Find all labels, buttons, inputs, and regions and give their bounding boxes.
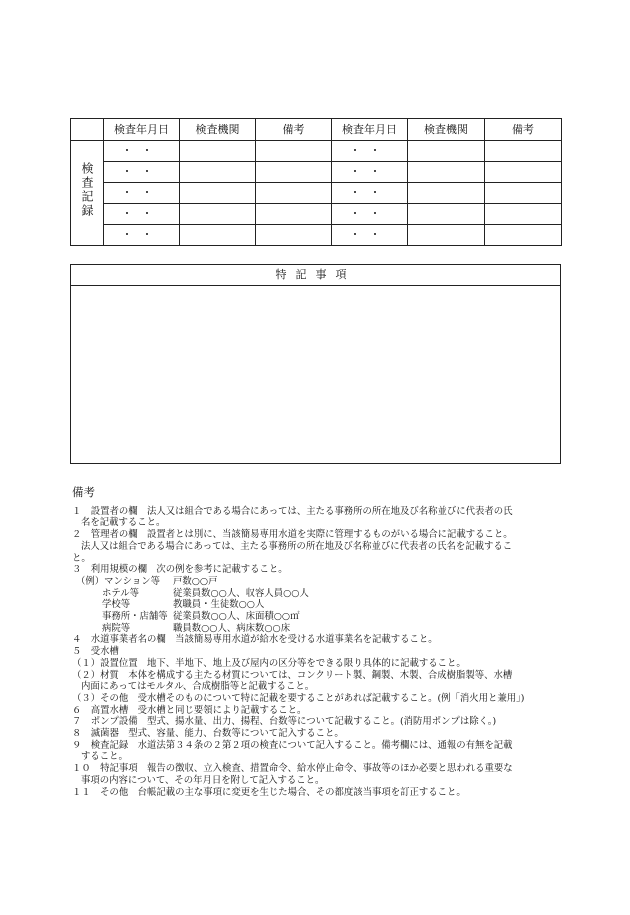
- date-cell[interactable]: ・・: [332, 162, 408, 183]
- example-row: [72, 576, 560, 588]
- remark-line: １０ 特記事項 報告の徴収、立入検査、措置命令、給水停止命令、事故等のほか必要と思われる重要な: [72, 763, 513, 775]
- date-cell[interactable]: ・・: [332, 204, 408, 225]
- remarks-cell[interactable]: [256, 225, 332, 246]
- agency-cell[interactable]: [180, 225, 256, 246]
- date-cell[interactable]: ・・: [104, 183, 180, 204]
- example-row: [72, 623, 560, 635]
- remark-line: （２）材質 本体を構成する主たる材質については、コンクリート製、鋼製、木製、合成樹脂製等、水槽: [72, 669, 513, 681]
- remark-line: 名を記載すること。: [81, 517, 166, 529]
- date-cell[interactable]: ・・: [104, 141, 180, 162]
- remark-line: １１ その他 台帳記載の主な事項に変更を生じた場合、その都度該当事項を訂正すること。: [72, 786, 466, 798]
- remark-line: ２ 管理者の欄 設置者とは別に、当該簡易専用水道を実際に管理するものがいる場合に記載すること。: [72, 529, 513, 541]
- example-row: [72, 611, 560, 623]
- date-cell[interactable]: ・・: [332, 225, 408, 246]
- remarks-cell[interactable]: [256, 183, 332, 204]
- special-notes-box: [70, 264, 561, 464]
- example-label: （例）マンション等: [76, 575, 160, 587]
- table-row: [71, 141, 562, 162]
- remark-line: ７ ポンプ設備 型式、揚水量、出力、揚程、台数等について記載すること。(消防用ポンプは除く。): [72, 716, 497, 728]
- remark-line: （１）設置位置 地下、半地下、地上及び屋内の区分等をできる限り具体的に記載すること。: [72, 657, 466, 669]
- table-row: [71, 162, 562, 183]
- remarks-cell[interactable]: [485, 141, 562, 162]
- remark-line: １ 設置者の欄 法人又は組合である場合にあっては、主たる事務所の所在地及び名称並びに代表者の氏: [72, 505, 513, 517]
- remarks-cell[interactable]: [256, 162, 332, 183]
- remarks-section: [72, 487, 560, 798]
- remarks-cell[interactable]: [485, 225, 562, 246]
- remark-line: ９ 検査記録 水道法第３４条の２第２項の検査について記入すること。備考欄には、通報の有無を記載: [72, 739, 513, 751]
- inspection-record-table: [70, 118, 562, 246]
- header-inspection-agency: 検査機関: [180, 119, 256, 141]
- agency-cell[interactable]: [180, 162, 256, 183]
- date-cell[interactable]: ・・: [104, 225, 180, 246]
- header-remarks-2: 備考: [485, 119, 562, 141]
- example-value: 教職員・生徒数○○人: [173, 599, 265, 611]
- remark-line: ５ 受水槽: [72, 646, 119, 658]
- date-cell[interactable]: ・・: [332, 183, 408, 204]
- example-value: 従業員数○○人、床面積○○㎡: [173, 611, 300, 623]
- agency-cell[interactable]: [408, 162, 485, 183]
- remarks-cell[interactable]: [485, 162, 562, 183]
- agency-cell[interactable]: [180, 141, 256, 162]
- example-label: 病院等: [102, 622, 131, 634]
- date-cell[interactable]: ・・: [104, 204, 180, 225]
- header-inspection-date: 検査年月日: [104, 119, 180, 141]
- remarks-title: 備考: [72, 485, 95, 499]
- example-value: 戸数○○戸: [173, 575, 218, 587]
- remarks-cell[interactable]: [256, 141, 332, 162]
- remark-line: 法人又は組合である場合にあっては、主たる事務所の所在地及び名称並びに代表者の氏名を記載するこ: [81, 540, 513, 552]
- example-row: [72, 599, 560, 611]
- remark-line: 内面にあってはモルタル、合成樹脂等と記載すること。: [81, 681, 315, 693]
- agency-cell[interactable]: [408, 141, 485, 162]
- date-cell[interactable]: ・・: [104, 162, 180, 183]
- special-notes-heading: 特記事項: [71, 265, 560, 286]
- agency-cell[interactable]: [408, 204, 485, 225]
- date-cell[interactable]: ・・: [332, 141, 408, 162]
- remark-line: ６ 高置水槽 受水槽と同じ要領により記載すること。: [72, 704, 307, 716]
- special-notes-body[interactable]: [71, 286, 560, 463]
- remark-line: ８ 滅菌器 型式、容量、能力、台数等について記入すること。: [72, 728, 344, 740]
- header-inspection-date-2: 検査年月日: [332, 119, 408, 141]
- header-inspection-agency-2: 検査機関: [408, 119, 485, 141]
- remark-line: （３）その他 受水槽そのものについて特に記載を要することがあれば記載すること。(例「消火用と兼用」): [72, 692, 525, 704]
- example-value: 職員数○○人、病床数○○床: [173, 622, 291, 634]
- remark-line: と。: [72, 552, 91, 564]
- usage-examples: [72, 576, 560, 635]
- remark-line: ４ 水道事業者名の欄 当該簡易専用水道が給水を受ける水道事業名を記載すること。: [72, 634, 438, 646]
- remark-line: ３ 利用規模の欄 次の例を参考に記載すること。: [72, 564, 288, 576]
- inspection-record-label: 検査記録: [71, 141, 104, 246]
- table-row: [71, 204, 562, 225]
- agency-cell[interactable]: [408, 183, 485, 204]
- remarks-cell[interactable]: [485, 183, 562, 204]
- agency-cell[interactable]: [180, 183, 256, 204]
- remark-line: 事項の内容について、その年月日を附して記入すること。: [81, 774, 325, 786]
- agency-cell[interactable]: [180, 204, 256, 225]
- header-remarks: 備考: [256, 119, 332, 141]
- example-label: 事務所・店舗等: [102, 611, 168, 623]
- table-header-row: [71, 119, 562, 141]
- table-row: [71, 225, 562, 246]
- example-label: 学校等: [102, 599, 131, 611]
- table-row: [71, 183, 562, 204]
- example-value: 従業員数○○人、収容人員○○人: [173, 587, 309, 599]
- example-row: [72, 588, 560, 600]
- remark-line: すること。: [81, 751, 128, 763]
- remarks-cell[interactable]: [485, 204, 562, 225]
- remarks-cell[interactable]: [256, 204, 332, 225]
- corner-cell: [71, 119, 104, 141]
- example-label: ホテル等: [102, 587, 140, 599]
- agency-cell[interactable]: [408, 225, 485, 246]
